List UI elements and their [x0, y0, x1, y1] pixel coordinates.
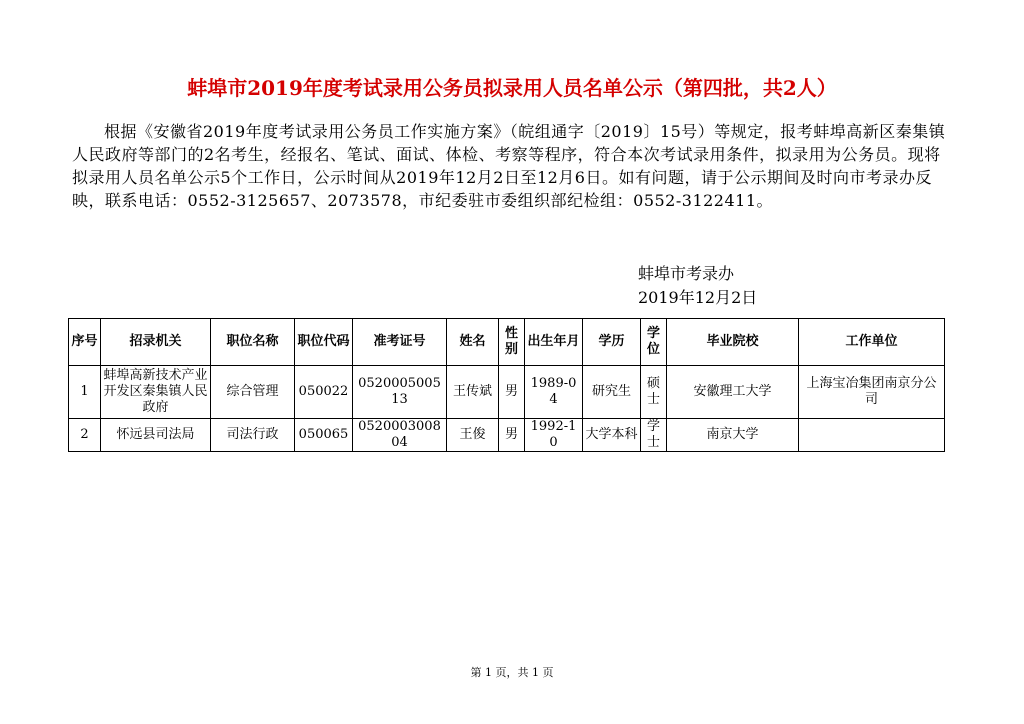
- table-cell: 2: [69, 419, 101, 452]
- table-cell: 硕士: [641, 366, 667, 419]
- header-cell: 招录机关: [101, 319, 211, 366]
- header-cell: 职位名称: [211, 319, 295, 366]
- table-cell: 1989-04: [525, 366, 583, 419]
- table-row: [69, 366, 945, 419]
- table-cell: 男: [499, 419, 525, 452]
- table-cell: 大学本科: [583, 419, 641, 452]
- header-cell: 序号: [69, 319, 101, 366]
- header-cell: 职位代码: [295, 319, 353, 366]
- table-cell: 050065: [295, 419, 353, 452]
- header-cell: 毕业院校: [667, 319, 799, 366]
- header-cell: 姓名: [447, 319, 499, 366]
- signature-block: [638, 262, 757, 310]
- table-cell: 蚌埠高新技术产业开发区秦集镇人民政府: [101, 366, 211, 419]
- table-cell: 050022: [295, 366, 353, 419]
- table-cell: [799, 419, 945, 452]
- header-cell: 学历: [583, 319, 641, 366]
- header-cell: 出生年月: [525, 319, 583, 366]
- table-header-row: [69, 319, 945, 366]
- header-cell: 性别: [499, 319, 525, 366]
- header-cell: 工作单位: [799, 319, 945, 366]
- table-cell: 男: [499, 366, 525, 419]
- table-cell: 学士: [641, 419, 667, 452]
- table-cell: 1: [69, 366, 101, 419]
- table-cell: 1992-10: [525, 419, 583, 452]
- announcement-paragraph: 根据《安徽省2019年度考试录用公务员工作实施方案》（皖组通字〔2019〕15号）等规定，报考蚌埠高新区秦集镇人民政府等部门的2名考生，经报名、笔试、面试、体检、考察等程序，符合本次考试录用条件，拟录用为公务员。现将拟录用人员名单公示5个工作日，公示时间从2019年12月2日至12月6日。如有问题，请于公示期间及时向市考录办反映，联系电话：0552-3125657、2073578，市纪委驻市委组织部纪检组：0552-3122411。: [72, 122, 946, 210]
- signature-org: 蚌埠市考录办: [638, 264, 735, 283]
- table-cell: 王传斌: [447, 366, 499, 419]
- table-cell: 安徽理工大学: [667, 366, 799, 419]
- table-cell: 怀远县司法局: [101, 419, 211, 452]
- table-cell: 南京大学: [667, 419, 799, 452]
- header-cell: 学位: [641, 319, 667, 366]
- page-footer: 第 1 页，共 1 页: [470, 666, 554, 679]
- table-cell: 052000500513: [353, 366, 447, 419]
- page-title: 蚌埠市2019年度考试录用公务员拟录用人员名单公示（第四批，共2人）: [187, 76, 837, 100]
- table-cell: 052000300804: [353, 419, 447, 452]
- table-cell: 司法行政: [211, 419, 295, 452]
- signature-date: 2019年12月2日: [638, 288, 758, 307]
- table-cell: 上海宝冶集团南京分公司: [799, 366, 945, 419]
- header-cell: 准考证号: [353, 319, 447, 366]
- table-cell: 王俊: [447, 419, 499, 452]
- table-cell: 综合管理: [211, 366, 295, 419]
- candidate-table: [68, 318, 945, 452]
- table-cell: 研究生: [583, 366, 641, 419]
- table-row: [69, 419, 945, 452]
